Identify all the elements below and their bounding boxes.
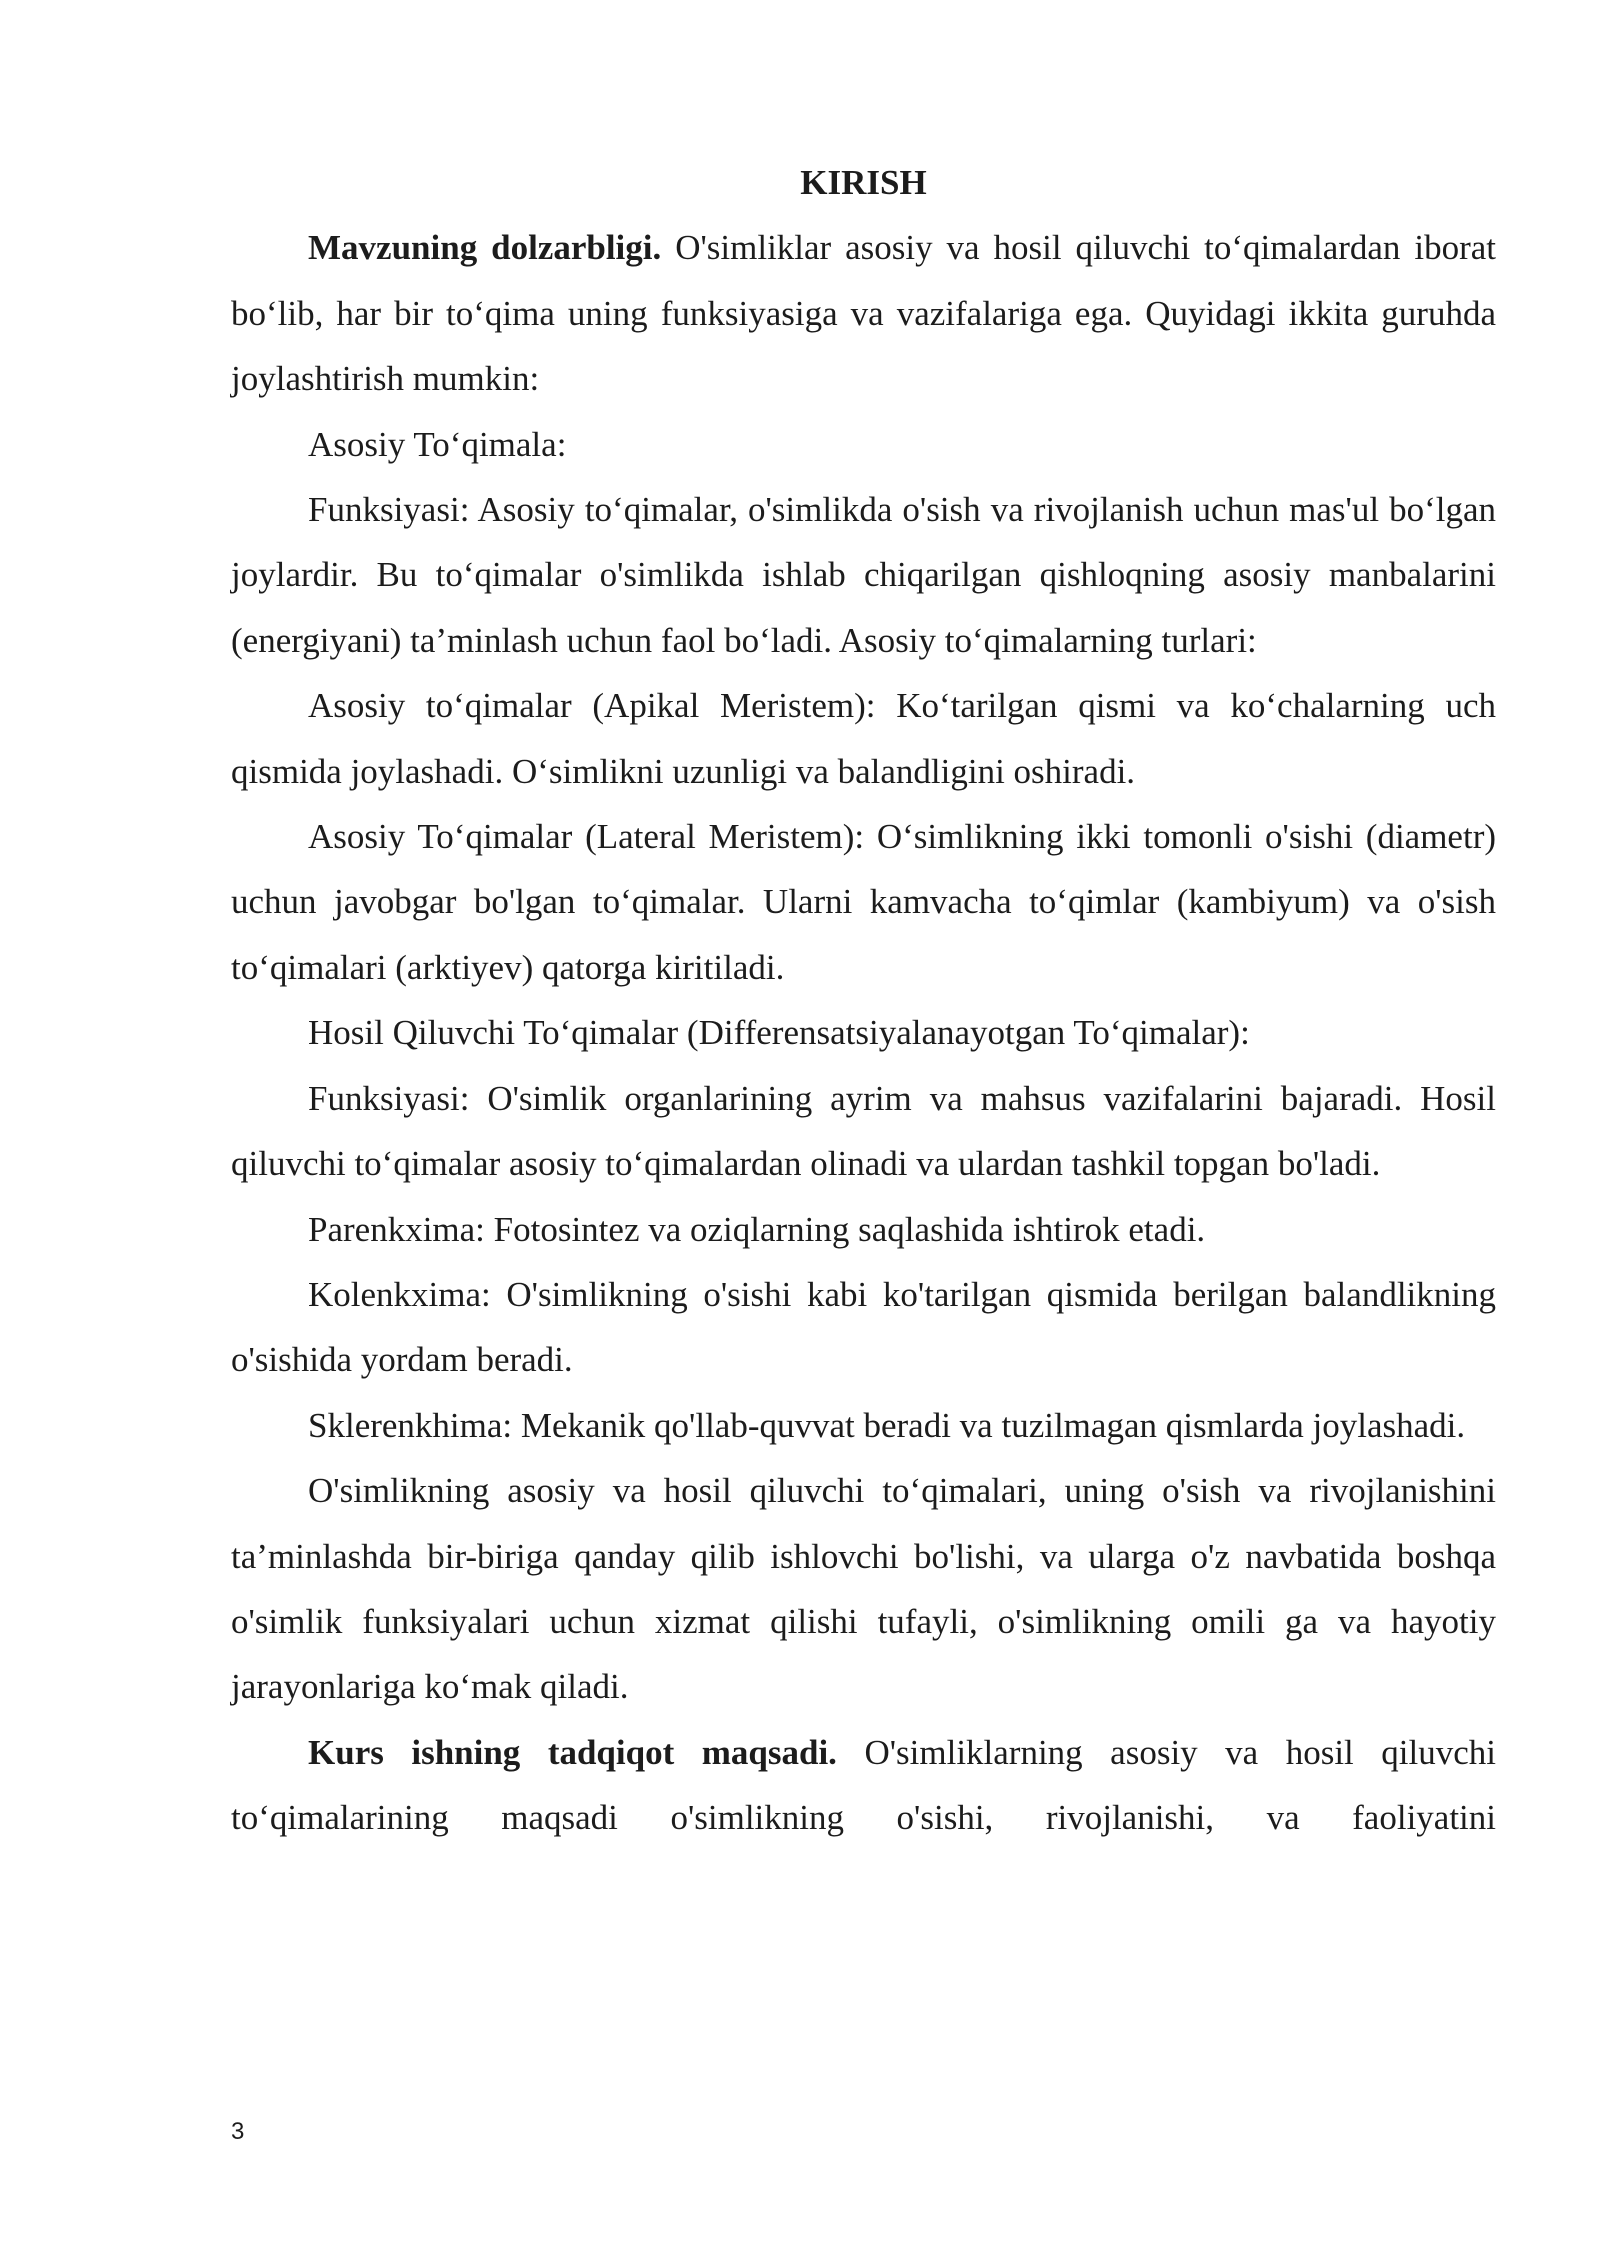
paragraph-collenchyma: Kolenkxima: O'simlikning o'sishi kabi ko'tarilgan qismida berilgan balandlikning o'sishida yordam beradi. xyxy=(231,1274,1496,1380)
paragraph-lateral-meristem: Asosiy To‘qimalar (Lateral Meristem): O‘simlikning ikki tomonli o'sishi (diametr) uchun javobgar bo'lgan to‘qimalar. Ularni kamvacha to‘qimlar (kambiyum) va o'sish to‘qimalari (arktiyev) qatorga kiritiladi. xyxy=(231,817,1496,987)
paragraph-lead: Mavzuning dolzarbligi. xyxy=(308,228,662,268)
page-number: 3 xyxy=(231,2118,245,2145)
page-title: KIRISH xyxy=(800,163,927,202)
paragraph-sclerenchyma: Sklerenkhima: Mekanik qo'llab-quvvat beradi va tuzilmagan qismlarda joylashadi. xyxy=(308,1405,1466,1445)
paragraph-lead: Kurs ishning tadqiqot maqsadi. xyxy=(308,1732,837,1772)
paragraph-apical-meristem: Asosiy to‘qimalar (Apikal Meristem): Ko‘tarilgan qismi va ko‘chalarning uch qismida joylashadi. O‘simlikni uzunligi va balandligini oshiradi. xyxy=(231,686,1496,791)
paragraph-summary: O'simlikning asosiy va hosil qiluvchi to‘qimalari, uning o'sish va rivojlanishini ta’minlashda bir-biriga qanday qilib ishlovchi bo'lishi, va ularga o'z navbatida boshqa o'simlik funksiyalari uchun xizmat qilishi tufayli, o'simlikning omili ga va hayotiy jarayonlariga ko‘mak qiladi. xyxy=(231,1471,1496,1707)
paragraph-text: O'simliklar asosiy va hosil qiluvchi to‘qimalardan iborat bo‘lib, har bir to‘qima uning funksiyasiga va vazifalariga ega. Quyidagi ikkita guruhda joylashtirish mumkin: xyxy=(231,228,1496,399)
document-body xyxy=(231,150,1496,1851)
paragraph-relevance xyxy=(231,215,1496,411)
paragraph-text: O'simliklarning asosiy va hosil qiluvchi to‘qimalarining maqsadi o'simlikning o'sishi, rivojlanishi, va faoliyatini xyxy=(231,1732,1496,1838)
paragraph-main-tissue-function: Funksiyasi: Asosiy to‘qimalar, o'simlikda o'sish va rivojlanish uchun mas'ul bo‘lgan joylardir. Bu to‘qimalar o'simlikda ishlab chiqarilgan qishloqning asosiy manbalarini (energiyani) ta’minlash uchun faol bo‘ladi. Asosiy to‘qimalarning turlari: xyxy=(231,490,1496,660)
paragraph-derived-tissue-function: Funksiyasi: O'simlik organlarining ayrim va mahsus vazifalarini bajaradi. Hosil qiluvchi to‘qimalar asosiy to‘qimalardan olinadi va ulardan tashkil topgan bo'ladi. xyxy=(231,1078,1496,1184)
paragraph-derived-tissue-heading: Hosil Qiluvchi To‘qimalar (Differensatsiyalanayotgan To‘qimalar): xyxy=(308,1013,1250,1053)
paragraph-parenchyma: Parenkxima: Fotosintez va oziqlarning saqlashida ishtirok etadi. xyxy=(308,1209,1206,1249)
paragraph-research-goal xyxy=(231,1720,1496,1851)
paragraph-main-tissue-heading: Asosiy To‘qimala: xyxy=(308,424,567,464)
